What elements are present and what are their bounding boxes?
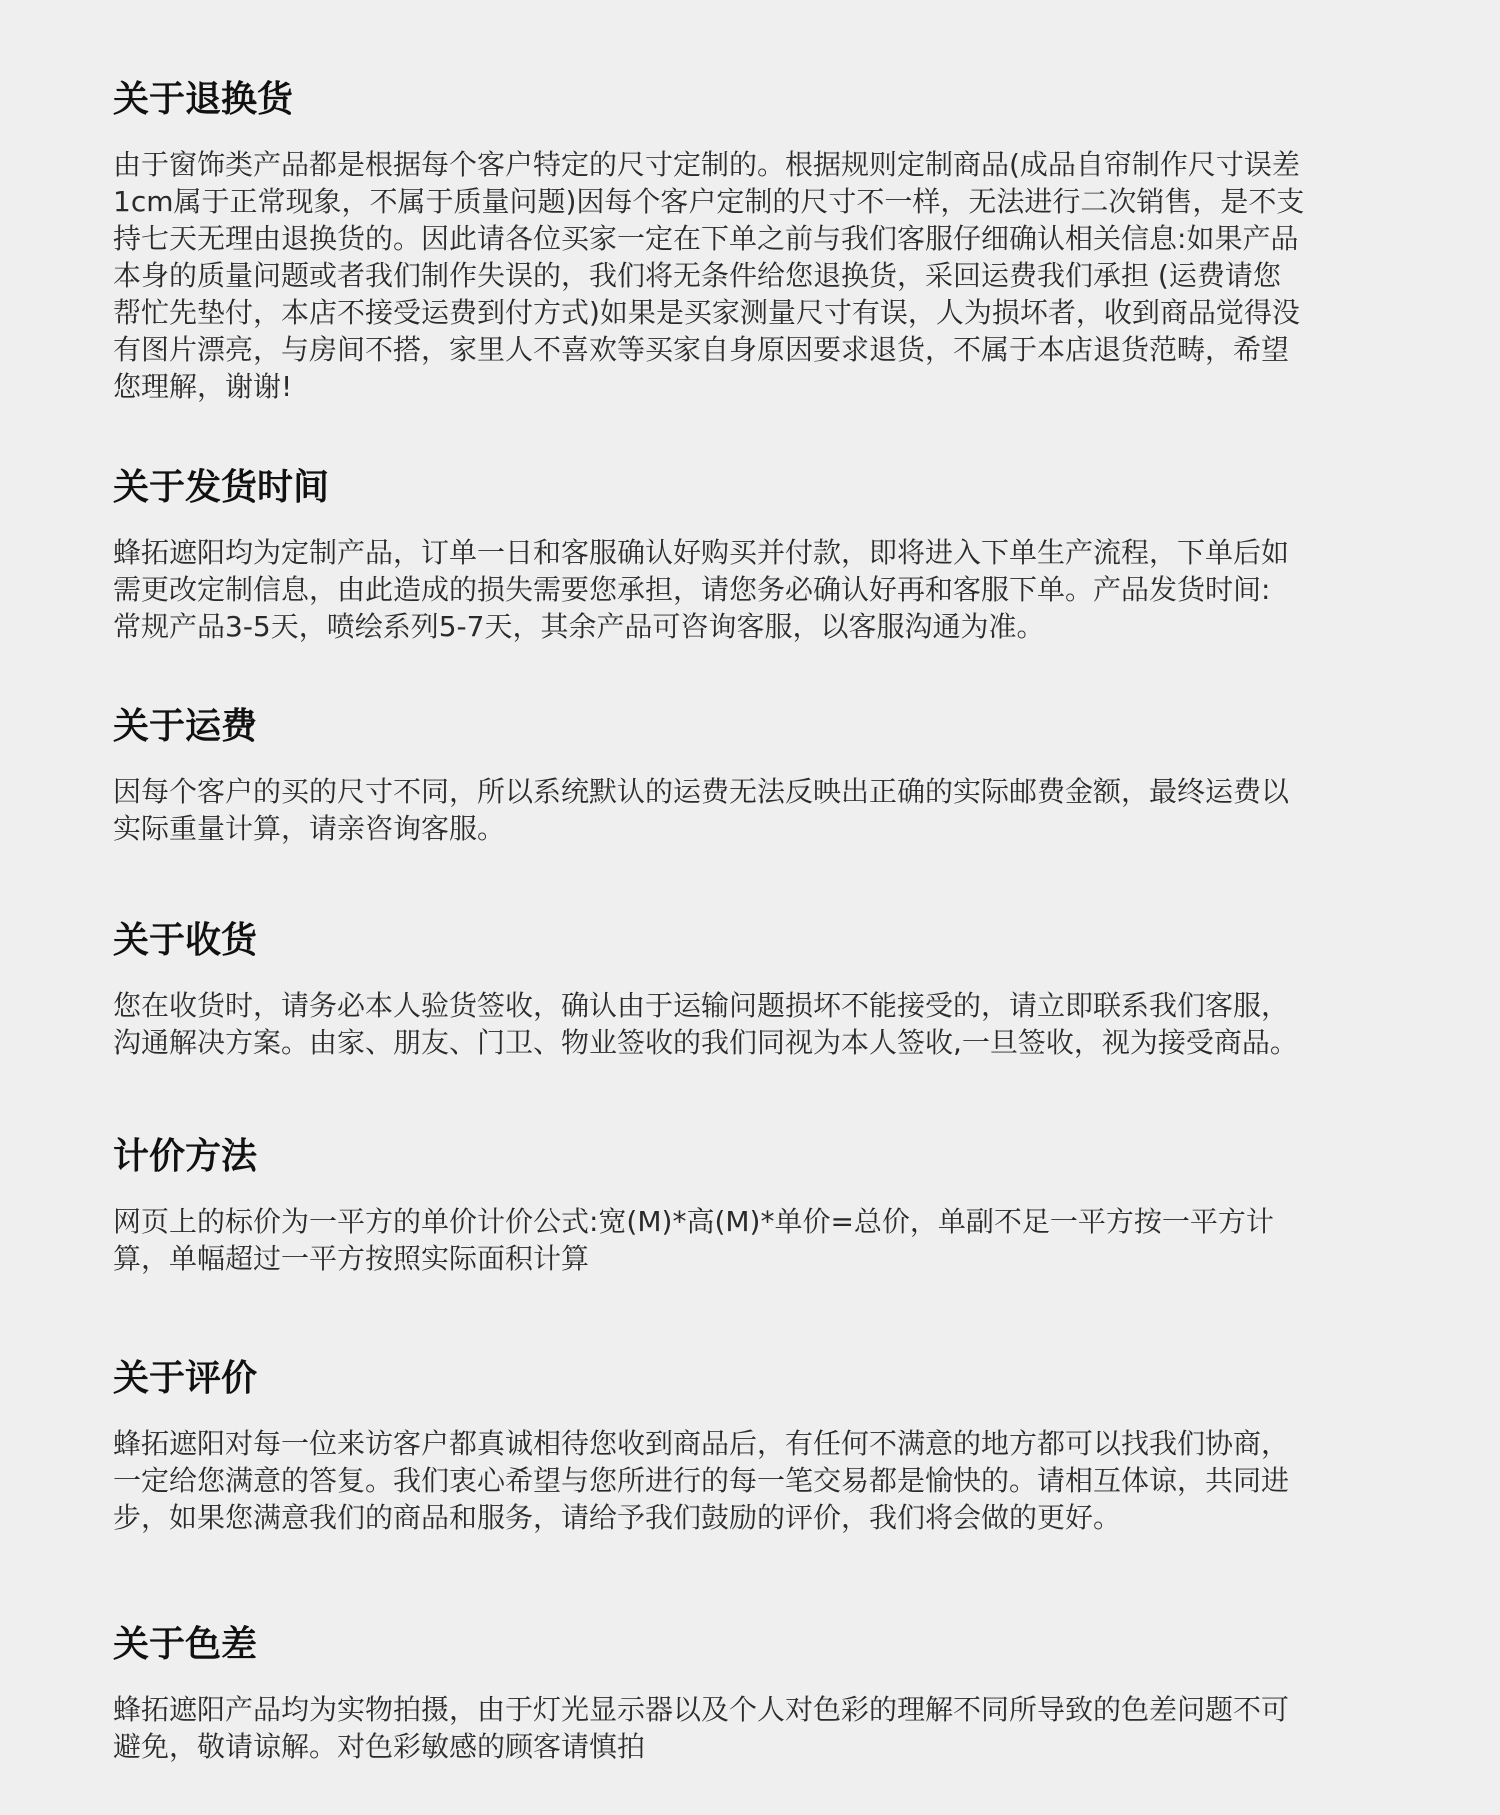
body-line: 蜂拓遮阳对每一位来访客户都真诚相待您收到商品后，有任何不满意的地方都可以找我们协商，: [113, 1427, 1290, 1460]
body-line: 您在收货时，请务必本人验货签收，确认由于运输问题损坏不能接受的，请立即联系我们客服，: [113, 989, 1290, 1022]
body-line: 沟通解决方案。由家、朋友、门卫、物业签收的我们同视为本人签收,一旦签收，视为接受商品。: [113, 1026, 1298, 1059]
section-title: 关于收货: [113, 920, 258, 961]
section-body: [113, 1691, 1393, 1765]
body-line: 步，如果您满意我们的商品和服务，请给予我们鼓励的评价，我们将会做的更好。: [113, 1501, 1122, 1534]
body-line: 一定给您满意的答复。我们衷心希望与您所进行的每一笔交易都是愉快的。请相互体谅，共同进: [113, 1464, 1290, 1497]
body-line: 网页上的标价为一平方的单价计价公式:宽(M)*高(M)*单价=总价，单副不足一平方按一平方计: [113, 1205, 1274, 1238]
section-title: 关于发货时间: [113, 467, 330, 508]
shipping-time-section: [113, 466, 1393, 645]
body-line: 帮忙先垫付，本店不接受运费到付方式)如果是买家测量尺寸有误，人为损坏者，收到商品觉得没: [113, 296, 1300, 329]
body-line: 1cm属于正常现象，不属于质量问题)因每个客户定制的尺寸不一样，无法进行二次销售，是不支: [113, 185, 1305, 218]
body-line: 因每个客户的买的尺寸不同，所以系统默认的运费无法反映出正确的实际邮费金额，最终运费以: [113, 775, 1290, 808]
section-body: [113, 146, 1393, 405]
body-line: 持七天无理由退换货的。因此请各位买家一定在下单之前与我们客服仔细确认相关信息:如果产品: [113, 222, 1299, 255]
section-body: [113, 1425, 1393, 1536]
pricing-section: [113, 1135, 1393, 1277]
color-difference-section: [113, 1623, 1393, 1765]
body-line: 避免，敬请谅解。对色彩敏感的顾客请慎拍: [113, 1730, 646, 1763]
receiving-section: [113, 919, 1393, 1061]
body-line: 需更改定制信息，由此造成的损失需要您承担，请您务必确认好再和客服下单。产品发货时间:: [113, 573, 1271, 606]
review-section: [113, 1357, 1393, 1536]
section-title: 关于运费: [113, 706, 258, 747]
body-line: 算，单幅超过一平方按照实际面积计算: [113, 1242, 590, 1275]
section-title: 关于退换货: [113, 79, 294, 120]
body-line: 您理解，谢谢!: [113, 370, 293, 403]
section-body: [113, 534, 1393, 645]
body-line: 本身的质量问题或者我们制作失误的，我们将无条件给您退换货，采回运费我们承担 (运费请您: [113, 259, 1281, 292]
body-line: 蜂拓遮阳产品均为实物拍摄，由于灯光显示器以及个人对色彩的理解不同所导致的色差问题不可: [113, 1693, 1290, 1726]
section-body: [113, 773, 1393, 847]
body-line: 由于窗饰类产品都是根据每个客户特定的尺寸定制的。根据规则定制商品(成品自帘制作尺寸误差: [113, 148, 1300, 181]
shipping-fee-section: [113, 705, 1393, 847]
body-line: 常规产品3-5天，喷绘系列5-7天，其余产品可咨询客服，以客服沟通为准。: [113, 610, 1045, 643]
body-line: 实际重量计算，请亲咨询客服。: [113, 812, 506, 845]
section-title: 计价方法: [113, 1136, 258, 1177]
section-title: 关于色差: [113, 1624, 258, 1665]
section-body: [113, 1203, 1393, 1277]
body-line: 蜂拓遮阳均为定制产品，订单一日和客服确认好购买并付款，即将进入下单生产流程，下单后如: [113, 536, 1290, 569]
section-body: [113, 987, 1393, 1061]
section-title: 关于评价: [113, 1358, 258, 1399]
return-exchange-section: [113, 78, 1393, 405]
body-line: 有图片漂亮，与房间不搭，家里人不喜欢等买家自身原因要求退货，不属于本店退货范畴，希望: [113, 333, 1290, 366]
